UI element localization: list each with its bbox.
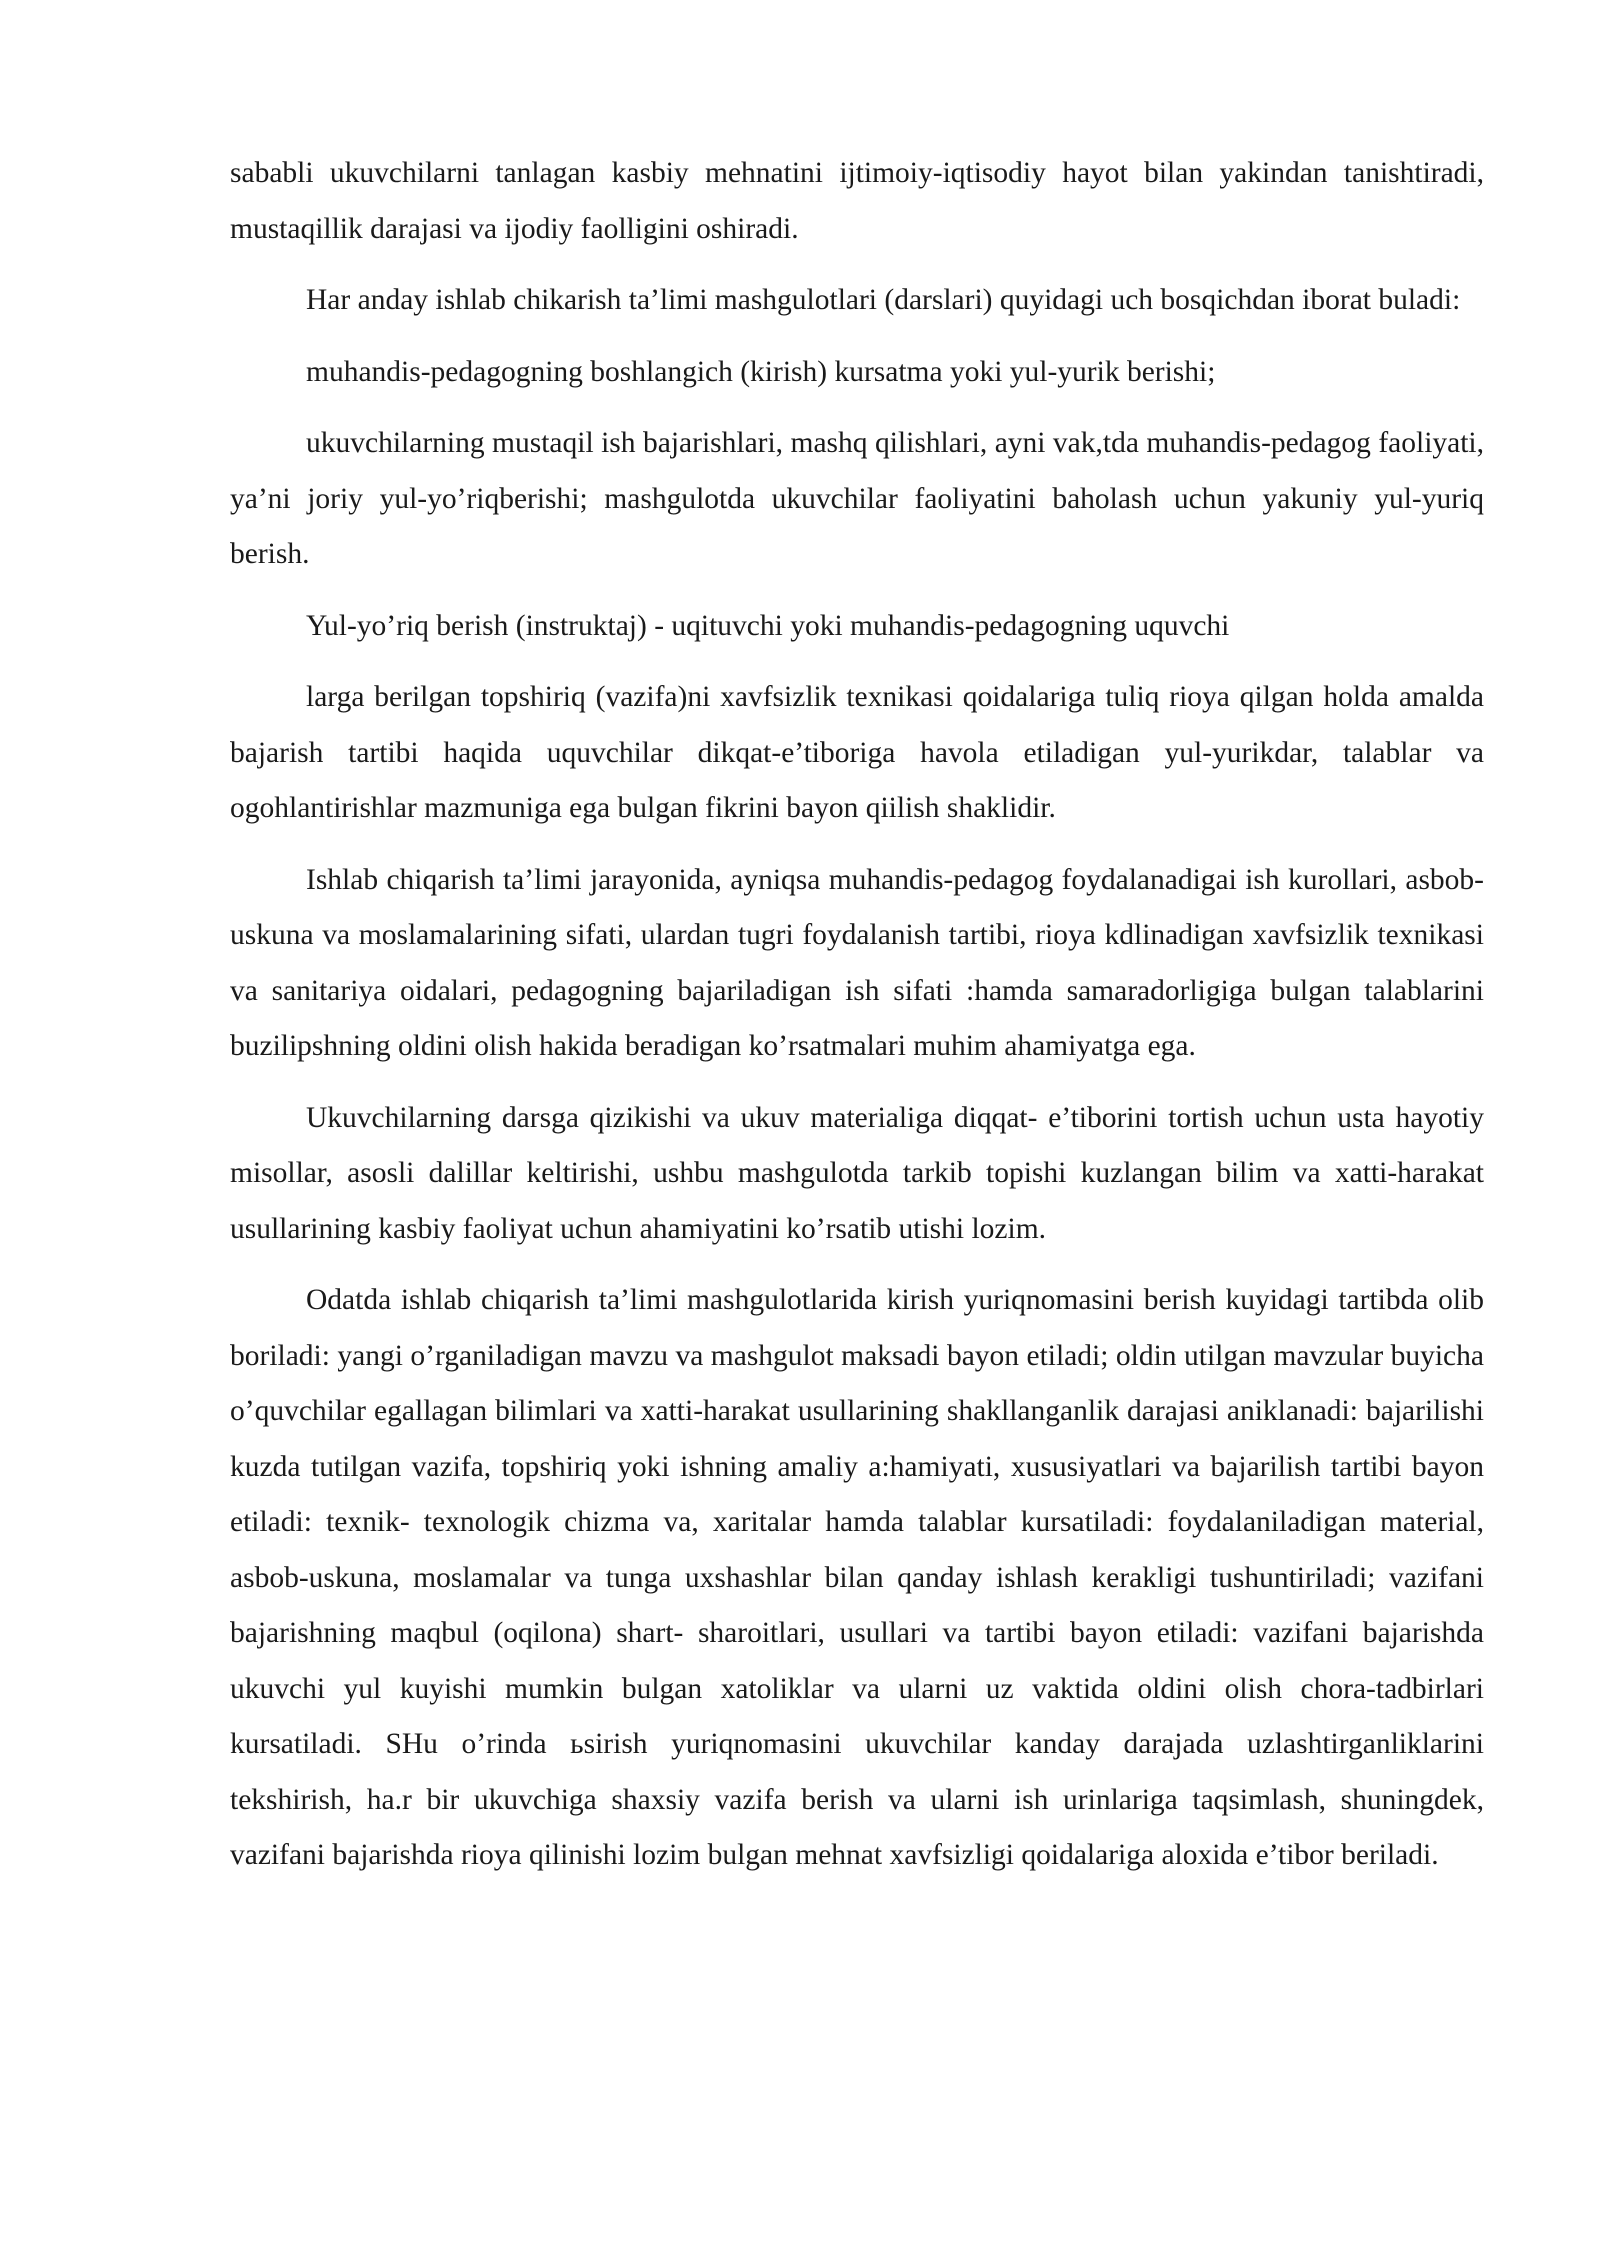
paragraph-8: Ukuvchilarning darsga qizikishi va ukuv materialiga diqqat- e’tiborini tortish uchun usta hayotiy misollar, asosli dalillar keltirishi, ushbu mashgulotda tarkib topishi kuzlangan bilim va xatti-harakat usullarining kasbiy faoliyat uchun ahamiyatini ko’rsatib utishi lozim. <box>230 1101 1484 1245</box>
document-body <box>230 146 1484 1900</box>
paragraph-3: muhandis-pedagogning boshlangich (kirish) kursatma yoki yul-yurik berishi; <box>306 355 1216 388</box>
paragraph-9: Odatda ishlab chiqarish ta’limi mashgulotlarida kirish yuriqnomasini berish kuyidagi tartibda olib boriladi: yangi o’rganiladigan mavzu va mashgulot maksadi bayon etiladi; oldin utilgan mavzular buyicha o’quvchilar egallagan bilimlari va xatti-harakat usullarining shakllanganlik darajasi aniklanadi: bajarilishi kuzda tutilgan vazifa, topshiriq yoki ishning amaliy a:hamiyati, xususiyatlari va bajarilish tartibi bayon etiladi: texnik- texnologik chizma va, xaritalar hamda talablar kursatiladi: foydalaniladigan material, asbob-uskuna, moslamalar va tunga uxshashlar bilan qanday ishlash kerakligi tushuntiriladi; vazifani bajarishning maqbul (oqilona) shart- sharoitlari, usullari va tartibi bayon etiladi: vazifani bajarishda ukuvchi yul kuyishi mumkin bulgan xatoliklar va ularni uz vaktida oldini olish chora-tadbirlari kursatiladi. SHu o’rinda ьsirish yuriqnomasini ukuvchilar kanday darajada uzlashtirganliklarini tekshirish, ha.r bir ukuvchiga shaxsiy vazifa berish va ularni ish urinlariga taqsimlash, shuningdek, vazifani bajarishda rioya qilinishi lozim bulgan mehnat xavfsizligi qoidalariga aloxida e’tibor beriladi. <box>230 1284 1484 1871</box>
paragraph-6: larga berilgan topshiriq (vazifa)ni xavfsizlik texnikasi qoidalariga tuliq rioya qilgan holda amalda bajarish tartibi haqida uquvchilar dikqat-e’tiboriga havola etiladigan yul-yurikdar, talablar va ogohlantirishlar mazmuniga ega bulgan fikrini bayon qiilish shaklidir. <box>230 681 1484 824</box>
paragraph-7: Ishlab chiqarish ta’limi jarayonida, ayniqsa muhandis-pedagog foydalanadigai ish kurollari, asbob-uskuna va moslamalarining sifati, ulardan tugri foydalanish tartibi, rioya kdlinadigan xavfsizlik texnikasi va sanitariya oidalari, pedagogning bajariladigan ish sifati :hamda samaradorligiga bulgan talablarini buzilipshning oldini olish hakida beradigan ko’rsatmalari muhim ahamiyatga ega. <box>230 863 1484 1062</box>
paragraph-5: Yul-yo’riq berish (instruktaj) - uqituvchi yoki muhandis-pedagogning uquvchi <box>306 609 1230 642</box>
paragraph-1: sababli ukuvchilarni tanlagan kasbiy mehnatini ijtimoiy-iqtisodiy hayot bilan yakindan tanishtiradi, mustaqillik darajasi va ijodiy faolligini oshiradi. <box>230 157 1484 245</box>
paragraph-2: Har anday ishlab chikarish ta’limi mashgulotlari (darslari) quyidagi uch bosqichdan iborat buladi: <box>306 284 1461 316</box>
paragraph-4: ukuvchilarning mustaqil ish bajarishlari, mashq qilishlari, ayni vak,tda muhandis-pedagog faoliyati, ya’ni joriy yul-yo’riqberishi; mashgulotda ukuvchilar faoliyatini baholash uchun yakuniy yul-yuriq berish. <box>230 427 1484 570</box>
